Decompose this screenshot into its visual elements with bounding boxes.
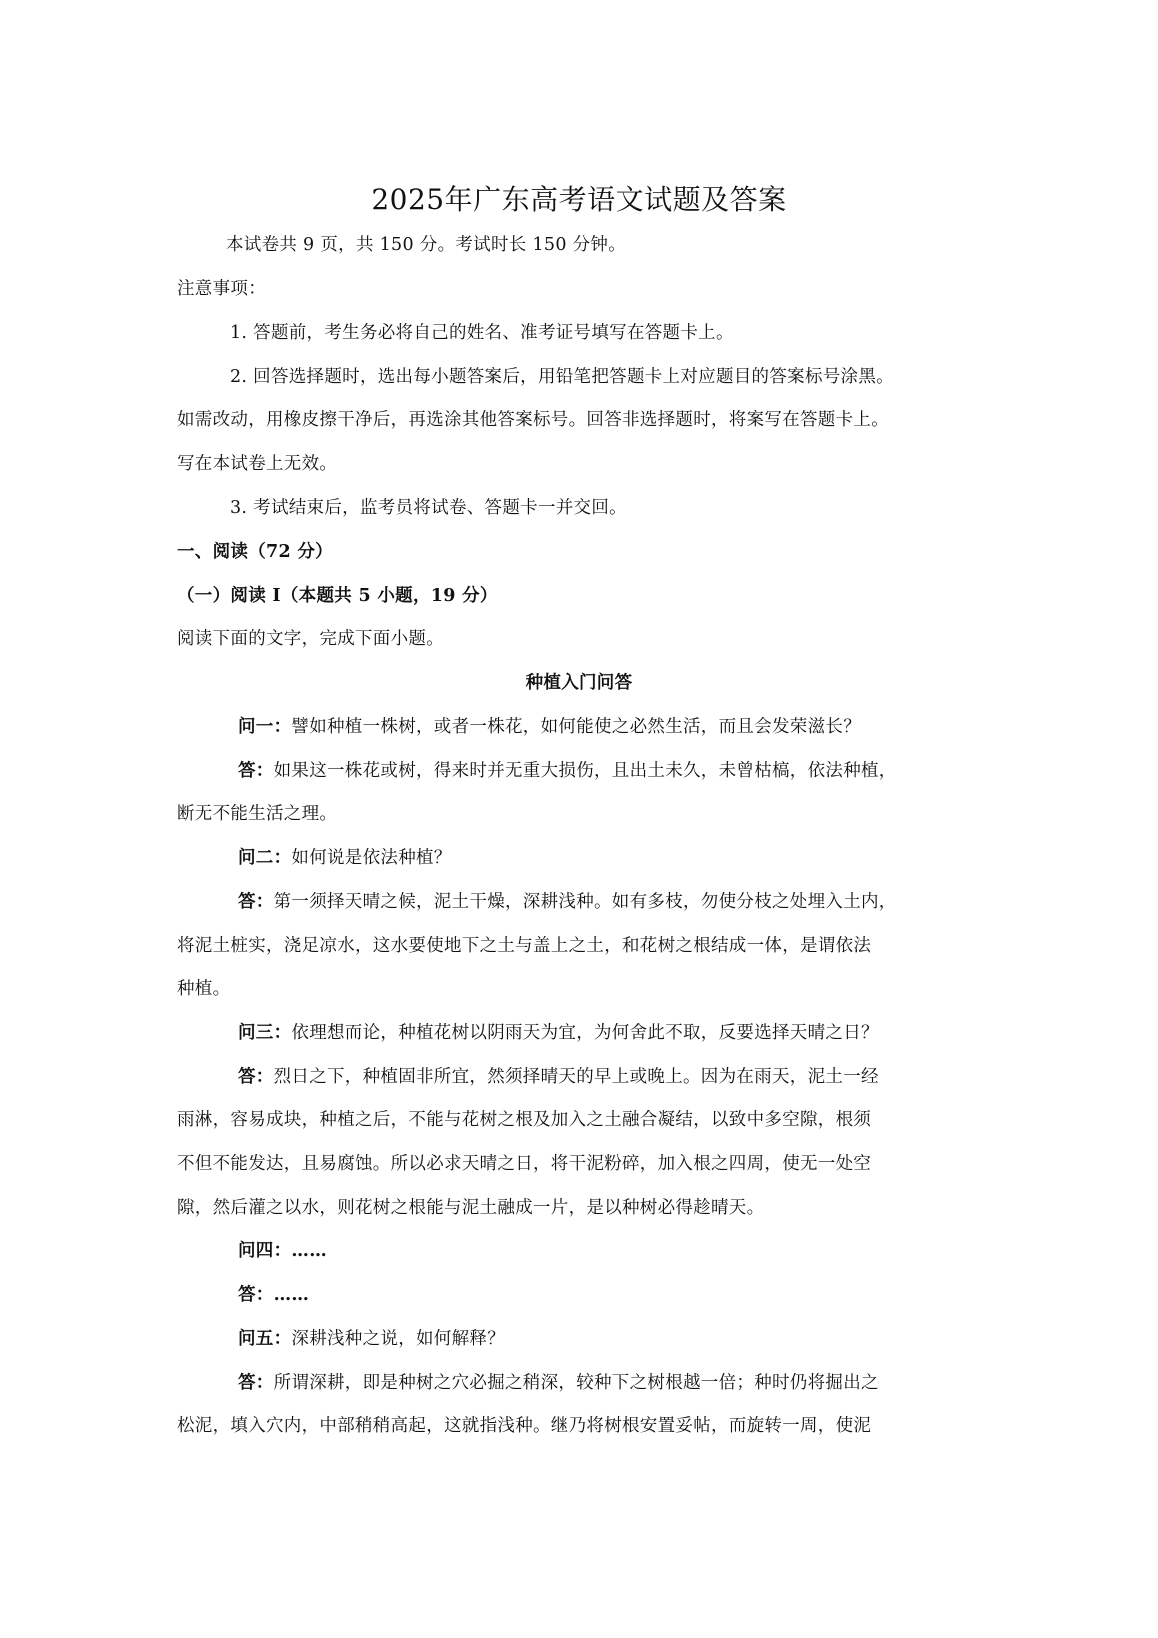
passage-title: 种植入门问答 xyxy=(525,673,633,693)
answer-text: 烈日之下，种植固非所宜，然须择晴天的早上或晚上。因为在雨天，泥土一经 xyxy=(273,1067,879,1087)
answer-label: 答： xyxy=(238,761,274,781)
answer-text: 如果这一株花或树，得来时并无重大损伤，且出土未久，未曾枯槁，依法种植， xyxy=(273,761,897,781)
question-label: 问五： xyxy=(238,1329,292,1349)
notice-item-2-line3: 写在本试卷上无效。 xyxy=(177,454,338,474)
notice-heading: 注意事项： xyxy=(177,279,266,299)
answer-5-line1 xyxy=(238,1371,879,1395)
question-text: 深耕浅种之说，如何解释？ xyxy=(291,1329,506,1349)
question-5 xyxy=(238,1327,505,1351)
answer-1-line2: 断无不能生活之理。 xyxy=(177,804,338,824)
question-label: 问二： xyxy=(238,848,292,868)
page-title: 2025年广东高考语文试题及答案 xyxy=(371,183,787,216)
question-2 xyxy=(238,846,452,870)
answer-5-line2: 松泥，填入穴内，中部稍稍高起，这就指浅种。继乃将树根安置妥帖，而旋转一周，使泥 xyxy=(177,1416,872,1436)
answer-2-line1 xyxy=(238,890,897,914)
answer-2-line2: 将泥土桩实，浇足凉水，这水要使地下之土与盖上之土，和花树之根结成一体，是谓依法 xyxy=(177,936,872,956)
answer-4 xyxy=(238,1283,309,1307)
question-1 xyxy=(238,715,861,739)
question-text: 譬如种植一株树，或者一株花，如何能使之必然生活，而且会发荣滋长？ xyxy=(291,717,862,737)
answer-text: 所谓深耕，即是种树之穴必掘之稍深，较种下之树根越一倍；种时仍将掘出之 xyxy=(273,1373,879,1393)
answer-3-line4: 隙，然后灌之以水，则花树之根能与泥土融成一片，是以种树必得趁晴天。 xyxy=(177,1198,765,1218)
answer-3-line3: 不但不能发达，且易腐蚀。所以必求天晴之日，将干泥粉碎，加入根之四周，使无一处空 xyxy=(177,1154,872,1174)
answer-label: 答： xyxy=(238,1373,274,1393)
question-text: 如何说是依法种植？ xyxy=(291,848,452,868)
section-heading-reading: 一、阅读（72 分） xyxy=(177,542,333,562)
notice-item-1: 1. 答题前，考生务必将自己的姓名、准考证号填写在答题卡上。 xyxy=(230,323,734,343)
answer-label: 答： xyxy=(238,1285,274,1305)
question-3 xyxy=(238,1021,879,1045)
answer-3-line1 xyxy=(238,1065,879,1089)
notice-item-2-line2: 如需改动，用橡皮擦干净后，再选涂其他答案标号。回答非选择题时，将案写在答题卡上。 xyxy=(177,410,889,430)
answer-label: 答： xyxy=(238,892,274,912)
notice-item-2-line1: 2. 回答选择题时，选出每小题答案后，用铅笔把答题卡上对应题目的答案标号涂黑。 xyxy=(230,367,894,387)
question-text: …… xyxy=(291,1241,328,1261)
answer-2-line3: 种植。 xyxy=(177,979,231,999)
subsection-heading-reading-1: （一）阅读 I（本题共 5 小题，19 分） xyxy=(177,586,498,606)
reading-instruction: 阅读下面的文字，完成下面小题。 xyxy=(177,629,444,649)
question-4 xyxy=(238,1239,327,1263)
question-text: 依理想而论，种植花树以阴雨天为宜，为何舍此不取，反要选择天晴之日？ xyxy=(291,1023,879,1043)
answer-3-line2: 雨淋，容易成块，种植之后，不能与花树之根及加入之土融合凝结，以致中多空隙，根须 xyxy=(177,1110,872,1130)
exam-intro: 本试卷共 9 页，共 150 分。考试时长 150 分钟。 xyxy=(226,235,627,255)
answer-label: 答： xyxy=(238,1067,274,1087)
question-label: 问四： xyxy=(238,1241,292,1261)
question-label: 问一： xyxy=(238,717,292,737)
answer-1-line1 xyxy=(238,759,897,783)
notice-item-3: 3. 考试结束后，监考员将试卷、答题卡一并交回。 xyxy=(230,498,627,518)
question-label: 问三： xyxy=(238,1023,292,1043)
answer-text: 第一须择天晴之候，泥土干燥，深耕浅种。如有多枝，勿使分枝之处埋入土内， xyxy=(273,892,897,912)
answer-text: …… xyxy=(273,1285,310,1305)
